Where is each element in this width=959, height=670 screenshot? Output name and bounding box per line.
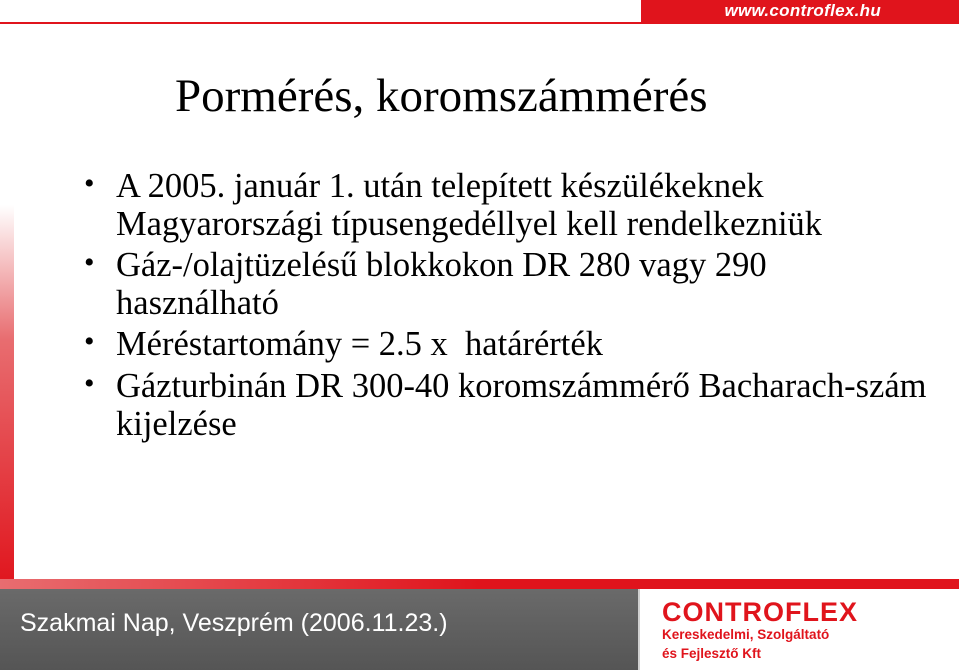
bullet-text: Méréstartomány = 2.5 x határérték	[116, 325, 603, 364]
bottom-accent-bar	[0, 579, 959, 589]
website-url[interactable]: www.controflex.hu	[724, 1, 881, 20]
bullet-list	[78, 168, 938, 447]
company-subtitle-line1: Kereskedelmi, Szolgáltató	[662, 627, 830, 642]
company-name: CONTROFLEX	[662, 597, 858, 627]
bullet-text: Gázturbinán DR 300-40 koromszámmérő Bacharach-szám kijelzése	[116, 366, 927, 443]
bullet-text: Gáz-/olajtüzelésű blokkokon DR 280 vagy 290 használható	[116, 246, 767, 322]
bullet-text: A 2005. január 1. után telepített készülékeknek Magyarországi típusengedéllyel kell rendelkezniük	[116, 167, 823, 243]
left-accent-bar	[0, 205, 14, 589]
event-label: Szakmai Nap, Veszprém (2006.11.23.)	[20, 609, 448, 637]
bullet-item	[78, 168, 938, 243]
bullet-item	[78, 368, 938, 443]
bullet-icon: •	[84, 167, 95, 200]
bullet-icon: •	[84, 366, 95, 400]
company-subtitle-line2: és Fejlesztő Kft	[662, 646, 762, 661]
bullet-icon: •	[84, 325, 95, 359]
header-bar	[641, 0, 959, 22]
bullet-item	[78, 247, 938, 322]
company-logo	[638, 589, 959, 670]
bullet-icon: •	[84, 246, 95, 280]
bullet-item	[78, 326, 938, 364]
slide-title: Pormérés, koromszámmérés	[175, 70, 708, 122]
